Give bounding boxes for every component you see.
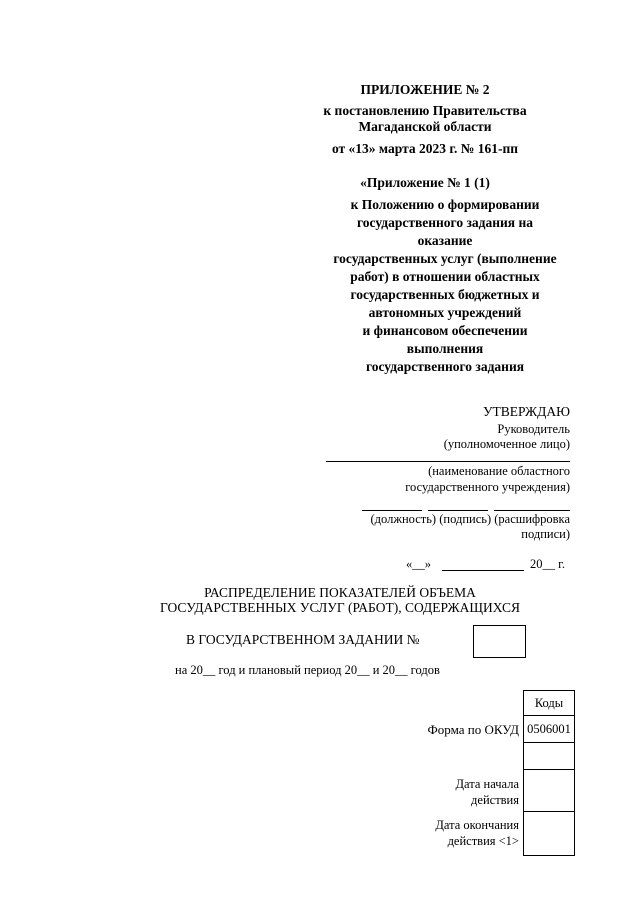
- codes-header: Коды: [534, 696, 564, 710]
- regulation-line-8: и финансовом обеспечении: [362, 323, 528, 338]
- okud-label: Форма по ОКУД: [427, 722, 519, 737]
- regulation-line-2: государственного задания на: [357, 215, 533, 230]
- approval-title: УТВЕРЖДАЮ: [482, 404, 570, 419]
- okud-code-value: 0506001: [527, 722, 571, 736]
- start-date-cell: [523, 769, 575, 812]
- document-title-2: ГОСУДАРСТВЕННЫХ УСЛУГ (РАБОТ), СОДЕРЖАЩИХСЯ: [159, 600, 520, 615]
- signature-line: [428, 510, 488, 511]
- regulation-line-10: государственного задания: [365, 359, 525, 374]
- regulation-line-9: выполнения: [406, 341, 484, 356]
- regulation-line-1: к Положению о формировании: [350, 197, 540, 212]
- codes-header-cell: [523, 690, 575, 716]
- sub-appendix-number: «Приложение № 1 (1): [360, 175, 490, 190]
- authorized-person-caption: (уполномоченное лицо): [443, 437, 570, 451]
- date-year: 20__ г.: [530, 557, 565, 571]
- org-name-caption-1: (наименование областного: [428, 464, 570, 478]
- document-title-3: В ГОСУДАРСТВЕННОМ ЗАДАНИИ №: [186, 632, 420, 647]
- region-name: Магаданской области: [358, 119, 492, 134]
- approver-position: Руководитель: [497, 422, 570, 436]
- end-date-label-2: действия <1>: [447, 834, 519, 848]
- document-title-1: РАСПРЕДЕЛЕНИЕ ПОКАЗАТЕЛЕЙ ОБЪЕМА: [204, 585, 476, 600]
- end-date-label-1: Дата окончания: [435, 818, 519, 832]
- start-date-label-1: Дата начала: [455, 777, 519, 791]
- regulation-line-3: оказание: [417, 233, 473, 248]
- date-month-line: [442, 570, 524, 571]
- period-line: на 20__ год и плановый период 20__ и 20__ годов: [175, 663, 440, 677]
- resolution-reference: к постановлению Правительства: [323, 103, 527, 118]
- regulation-line-6: государственных бюджетных и: [350, 287, 540, 302]
- signature-caption-1: (должность) (подпись) (расшифровка: [370, 512, 570, 526]
- empty-code-cell: [523, 742, 575, 770]
- start-date-label-2: действия: [471, 793, 519, 807]
- date-day: «__»: [406, 557, 431, 571]
- signature-caption-2: подписи): [521, 527, 570, 541]
- regulation-line-4: государственных услуг (выполнение: [333, 251, 557, 266]
- regulation-line-7: автономных учреждений: [368, 305, 522, 320]
- org-name-line: [326, 461, 570, 462]
- position-line: [362, 510, 422, 511]
- appendix-number: ПРИЛОЖЕНИЕ № 2: [360, 82, 490, 97]
- task-number-box: [473, 625, 526, 658]
- regulation-line-5: работ) в отношении областных: [350, 269, 540, 284]
- resolution-date: от «13» марта 2023 г. № 161-пп: [331, 141, 519, 156]
- signature-decode-line: [494, 510, 570, 511]
- end-date-cell: [523, 811, 575, 856]
- okud-code-cell: [523, 715, 575, 743]
- org-name-caption-2: государственного учреждения): [405, 480, 570, 494]
